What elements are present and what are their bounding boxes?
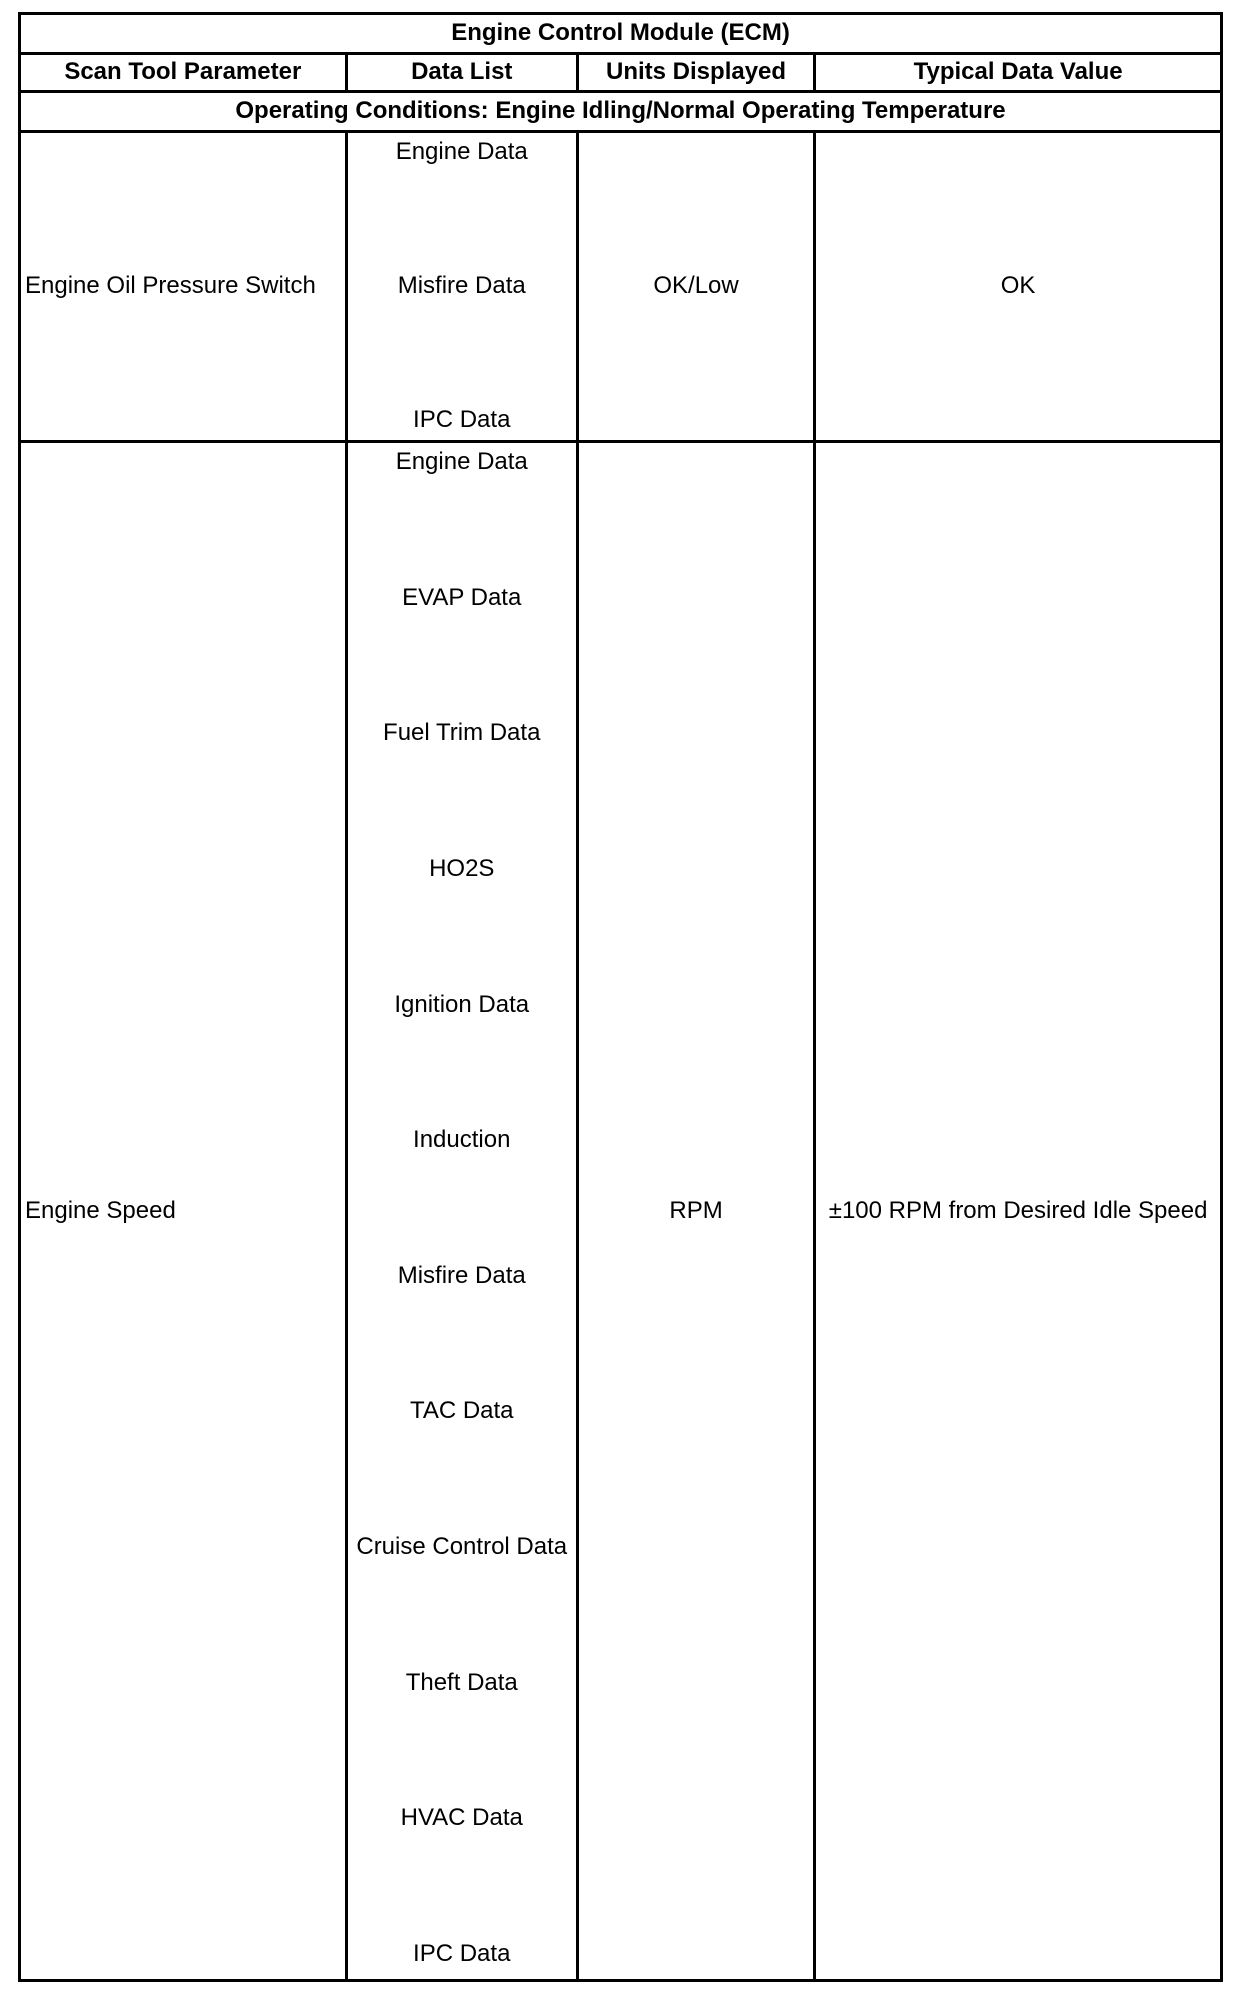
data-list-item: Induction bbox=[413, 1126, 511, 1154]
typical-data-value: ±100 RPM from Desired Idle Speed bbox=[815, 442, 1222, 1981]
operating-conditions-row bbox=[20, 92, 1222, 132]
data-list-item: Ignition Data bbox=[394, 990, 530, 1018]
data-list-item: Misfire Data bbox=[397, 272, 526, 299]
data-list-item: HO2S bbox=[429, 854, 495, 882]
data-list-item: Cruise Control Data bbox=[356, 1533, 568, 1560]
data-list-item: Engine Data bbox=[395, 448, 528, 475]
data-list-item: IPC Data bbox=[413, 1939, 511, 1967]
data-list-item: HVAC Data bbox=[400, 1804, 523, 1832]
data-list bbox=[348, 443, 576, 1975]
units-displayed: OK/Low bbox=[577, 132, 814, 442]
header-data-list: Data List bbox=[346, 54, 577, 92]
data-list-item: Fuel Trim Data bbox=[383, 719, 541, 747]
data-list-item: Misfire Data bbox=[397, 1261, 526, 1289]
data-list-item: Theft Data bbox=[405, 1668, 518, 1696]
data-list-cell bbox=[346, 442, 577, 1981]
table-header-row bbox=[20, 54, 1222, 92]
parameter-name: Engine Speed bbox=[20, 442, 347, 1981]
header-typical-data-value: Typical Data Value bbox=[815, 54, 1222, 92]
units-displayed: RPM bbox=[577, 442, 814, 1981]
operating-conditions: Operating Conditions: Engine Idling/Normal Operating Temperature bbox=[20, 92, 1222, 132]
ecm-data-table bbox=[18, 12, 1223, 1982]
data-list-item: IPC Data bbox=[413, 406, 511, 433]
typical-data-value: OK bbox=[815, 132, 1222, 442]
parameter-name: Engine Oil Pressure Switch bbox=[20, 132, 347, 442]
table-row bbox=[20, 132, 1222, 442]
table-title: Engine Control Module (ECM) bbox=[20, 14, 1222, 54]
data-list-item: EVAP Data bbox=[402, 583, 522, 611]
data-list-cell bbox=[346, 132, 577, 442]
data-list-item: TAC Data bbox=[409, 1397, 514, 1425]
table-title-row bbox=[20, 14, 1222, 54]
data-list-item: Engine Data bbox=[395, 138, 528, 165]
data-list bbox=[348, 133, 576, 439]
header-scan-tool-parameter: Scan Tool Parameter bbox=[20, 54, 347, 92]
table-row bbox=[20, 442, 1222, 1981]
header-units-displayed: Units Displayed bbox=[577, 54, 814, 92]
